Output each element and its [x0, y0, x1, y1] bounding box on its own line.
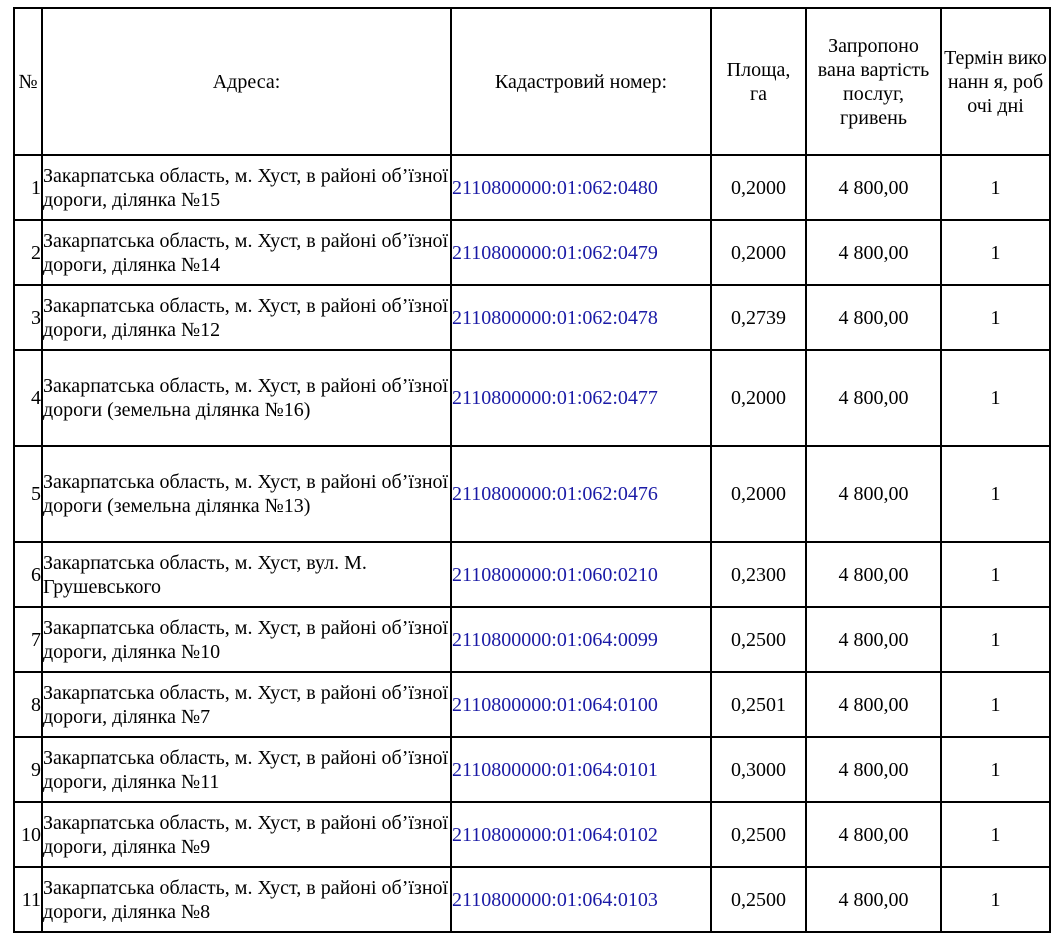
row-address: Закарпатська область, м. Хуст, в районі об’їзної дороги, ділянка №11: [42, 737, 451, 802]
row-address: Закарпатська область, м. Хуст, в районі об’їзної дороги, ділянка №12: [42, 285, 451, 350]
row-cost: 4 800,00: [806, 350, 941, 446]
row-cadastral-link[interactable]: 2110800000:01:062:0477: [451, 350, 711, 446]
row-term: 1: [941, 285, 1050, 350]
table-row: [14, 867, 1050, 932]
row-number: 1: [14, 155, 42, 220]
row-cost: 4 800,00: [806, 446, 941, 542]
row-term: 1: [941, 446, 1050, 542]
header-area: Площа, га: [711, 8, 806, 155]
row-term: 1: [941, 350, 1050, 446]
table-row: [14, 155, 1050, 220]
table-row: [14, 737, 1050, 802]
row-address: Закарпатська область, м. Хуст, вул. М. Грушевського: [42, 542, 451, 607]
row-cost: 4 800,00: [806, 607, 941, 672]
row-number: 3: [14, 285, 42, 350]
row-number: 7: [14, 607, 42, 672]
row-address: Закарпатська область, м. Хуст, в районі об’їзної дороги, ділянка №8: [42, 867, 451, 932]
row-cadastral-link[interactable]: 2110800000:01:064:0099: [451, 607, 711, 672]
row-area: 0,2500: [711, 867, 806, 932]
row-area: 0,2500: [711, 607, 806, 672]
row-cost: 4 800,00: [806, 285, 941, 350]
table-row: [14, 802, 1050, 867]
row-cadastral-link[interactable]: 2110800000:01:062:0476: [451, 446, 711, 542]
header-cost: Запропоно вана вартість послуг, гривень: [806, 8, 941, 155]
table-row: [14, 350, 1050, 446]
row-cadastral-link[interactable]: 2110800000:01:064:0101: [451, 737, 711, 802]
table-header: [14, 8, 1050, 155]
row-cost: 4 800,00: [806, 542, 941, 607]
table-row: [14, 446, 1050, 542]
row-cost: 4 800,00: [806, 802, 941, 867]
row-number: 2: [14, 220, 42, 285]
row-term: 1: [941, 220, 1050, 285]
table-row: [14, 607, 1050, 672]
row-cadastral-link[interactable]: 2110800000:01:060:0210: [451, 542, 711, 607]
row-number: 8: [14, 672, 42, 737]
header-cadastral: Кадастровий номер:: [451, 8, 711, 155]
row-cost: 4 800,00: [806, 155, 941, 220]
row-cost: 4 800,00: [806, 867, 941, 932]
row-cadastral-link[interactable]: 2110800000:01:062:0479: [451, 220, 711, 285]
row-term: 1: [941, 802, 1050, 867]
table-row: [14, 220, 1050, 285]
header-term: Термін виконанн я, робочі дні: [941, 8, 1050, 155]
table-row: [14, 672, 1050, 737]
header-no: №: [14, 8, 42, 155]
row-cost: 4 800,00: [806, 737, 941, 802]
row-area: 0,2000: [711, 350, 806, 446]
row-term: 1: [941, 867, 1050, 932]
row-cost: 4 800,00: [806, 220, 941, 285]
land-plots-table: [13, 7, 1051, 933]
row-cadastral-link[interactable]: 2110800000:01:064:0102: [451, 802, 711, 867]
row-cost: 4 800,00: [806, 672, 941, 737]
row-area: 0,2501: [711, 672, 806, 737]
row-area: 0,2000: [711, 155, 806, 220]
row-cadastral-link[interactable]: 2110800000:01:062:0480: [451, 155, 711, 220]
row-term: 1: [941, 542, 1050, 607]
row-number: 10: [14, 802, 42, 867]
header-row: [14, 8, 1050, 155]
row-address: Закарпатська область, м. Хуст, в районі об’їзної дороги, ділянка №15: [42, 155, 451, 220]
row-term: 1: [941, 672, 1050, 737]
row-area: 0,2500: [711, 802, 806, 867]
row-area: 0,2739: [711, 285, 806, 350]
row-number: 4: [14, 350, 42, 446]
row-term: 1: [941, 737, 1050, 802]
row-number: 6: [14, 542, 42, 607]
row-address: Закарпатська область, м. Хуст, в районі об’їзної дороги, ділянка №14: [42, 220, 451, 285]
row-address: Закарпатська область, м. Хуст, в районі об’їзної дороги (земельна ділянка №13): [42, 446, 451, 542]
row-area: 0,2300: [711, 542, 806, 607]
row-address: Закарпатська область, м. Хуст, в районі об’їзної дороги (земельна ділянка №16): [42, 350, 451, 446]
row-number: 11: [14, 867, 42, 932]
row-term: 1: [941, 155, 1050, 220]
row-address: Закарпатська область, м. Хуст, в районі об’їзної дороги, ділянка №7: [42, 672, 451, 737]
row-term: 1: [941, 607, 1050, 672]
row-address: Закарпатська область, м. Хуст, в районі об’їзної дороги, ділянка №10: [42, 607, 451, 672]
header-address: Адреса:: [42, 8, 451, 155]
row-cadastral-link[interactable]: 2110800000:01:064:0103: [451, 867, 711, 932]
row-area: 0,3000: [711, 737, 806, 802]
table-row: [14, 542, 1050, 607]
table-body: [14, 155, 1050, 932]
row-cadastral-link[interactable]: 2110800000:01:062:0478: [451, 285, 711, 350]
row-area: 0,2000: [711, 446, 806, 542]
row-area: 0,2000: [711, 220, 806, 285]
row-number: 5: [14, 446, 42, 542]
row-address: Закарпатська область, м. Хуст, в районі об’їзної дороги, ділянка №9: [42, 802, 451, 867]
row-cadastral-link[interactable]: 2110800000:01:064:0100: [451, 672, 711, 737]
table-row: [14, 285, 1050, 350]
row-number: 9: [14, 737, 42, 802]
